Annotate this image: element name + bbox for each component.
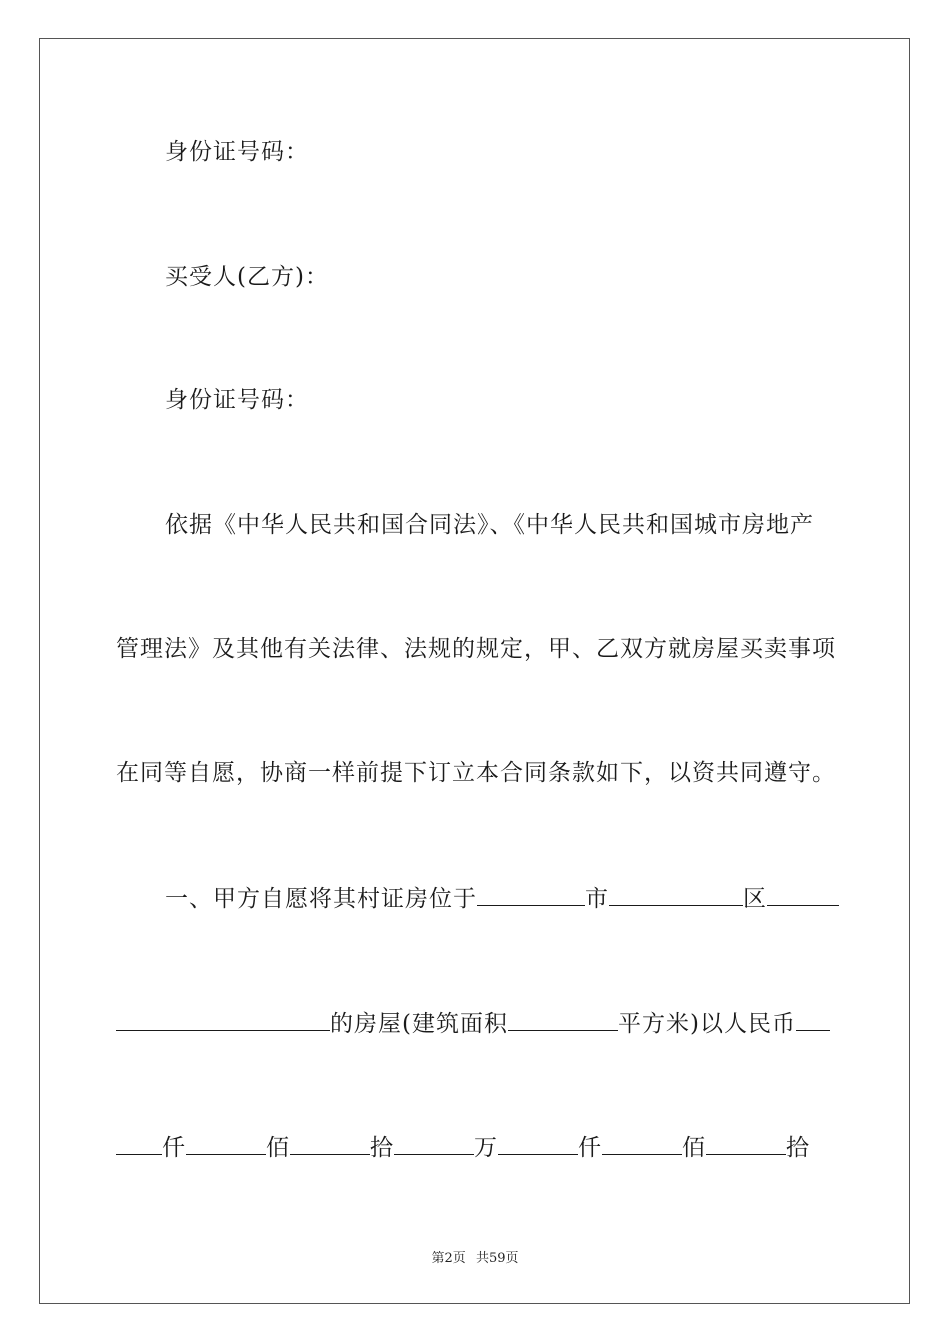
text-line-clause-3	[116, 1132, 810, 1163]
text-line-paragraph-3: 在同等自愿，协商一样前提下订立本合同条款如下，以资共同遵守。	[116, 760, 836, 786]
text-line-id-number-seller: 身份证号码：	[165, 139, 309, 165]
blank-district	[609, 883, 743, 906]
blank-address	[767, 883, 839, 906]
blank-amount	[394, 1132, 474, 1155]
blank-amount	[796, 1008, 830, 1031]
blank-city	[477, 883, 585, 906]
unit-text: 仟	[162, 1135, 186, 1161]
text-line-buyer: 买受人(乙方)：	[165, 264, 329, 290]
clause-text: 市	[585, 886, 609, 912]
blank-amount	[116, 1132, 162, 1155]
unit-text: 仟	[578, 1135, 602, 1161]
blank-amount	[186, 1132, 266, 1155]
text-line-paragraph-2: 管理法》及其他有关法律、法规的规定，甲、乙双方就房屋买卖事项	[116, 636, 836, 662]
unit-text: 拾	[370, 1135, 394, 1161]
blank-address-cont	[116, 1008, 330, 1031]
unit-text: 拾	[786, 1135, 810, 1161]
text-line-clause-1	[165, 883, 839, 914]
text-line-id-number-buyer: 身份证号码：	[165, 387, 309, 413]
clause-text: 一、甲方自愿将其村证房位于	[165, 886, 477, 912]
page-footer	[0, 1247, 950, 1266]
page-total: 共59页	[475, 1251, 519, 1266]
unit-text: 佰	[682, 1135, 706, 1161]
clause-text: 区	[743, 886, 767, 912]
blank-amount	[602, 1132, 682, 1155]
page-border	[39, 38, 910, 1304]
unit-text: 万	[474, 1135, 498, 1161]
blank-amount	[706, 1132, 786, 1155]
text-line-clause-2	[116, 1008, 830, 1039]
page-number: 第2页	[431, 1251, 466, 1266]
text-line-paragraph-1: 依据《中华人民共和国合同法》、《中华人民共和国城市房地产	[165, 512, 814, 538]
blank-area	[508, 1008, 618, 1031]
blank-amount	[498, 1132, 578, 1155]
clause-text: 的房屋(建筑面积	[330, 1011, 508, 1037]
clause-text: 平方米)以人民币	[617, 1011, 796, 1037]
blank-amount	[290, 1132, 370, 1155]
unit-text: 佰	[266, 1135, 290, 1161]
